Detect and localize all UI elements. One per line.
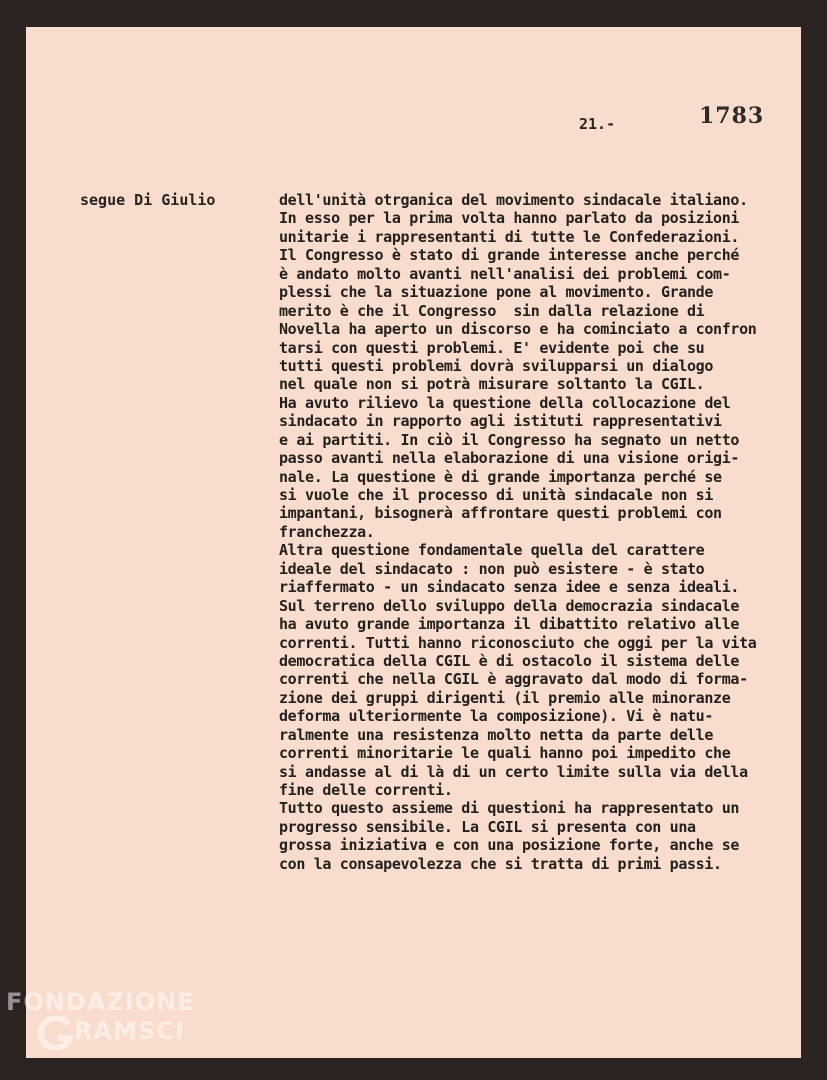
text-line: tarsi con questi problemi. E' evidente poi che su [279,338,705,357]
text-line: correnti che nella CGIL è aggravato dal modo di forma- [279,670,748,689]
speaker-label: segue Di Giulio [80,191,216,209]
body-text [279,191,809,873]
text-line: zione dei gruppi dirigenti (il premio alle minoranze [279,688,731,707]
text-line: ralmente una resistenza molto netta da parte delle [279,725,714,744]
text-line: e ai partiti. In ciò il Congresso ha segnato un netto [279,430,740,449]
text-line: tutti questi problemi dovrà svilupparsi un dialogo [279,356,714,375]
text-line: Novella ha aperto un discorso e ha cominciato a confron [279,320,757,339]
text-line: correnti minoritarie le quali hanno poi impedito che [279,744,731,763]
text-line: ideale del sindacato : non può esistere - è stato [279,559,705,578]
text-line: ha avuto grande importanza il dibattito relativo alle [279,615,740,634]
archive-stamp-number: 1783 [699,103,765,129]
text-line: nel quale non si potrà misurare soltanto la CGIL. [279,375,705,394]
text-line: sindacato in rapporto agli istituti rappresentativi [279,412,722,431]
text-line: è andato molto avanti nell'analisi dei problemi com- [279,264,731,283]
text-line: plessi che la situazione pone al movimento. Grande [279,283,714,302]
page-number: 21.- [579,115,616,133]
text-line: progresso sensibile. La CGIL si presenta con una [279,817,696,836]
text-line: Ha avuto rilievo la questione della collocazione del [279,393,731,412]
text-line: correnti. Tutti hanno riconosciuto che oggi per la vita [279,633,757,652]
text-line: unitarie i rappresentanti di tutte le Confederazioni. [279,227,740,246]
text-line: nale. La questione è di grande importanza perché se [279,467,722,486]
watermark [6,990,195,1046]
text-line: grossa iniziativa e con una posizione forte, anche se [279,836,740,855]
text-line: democratica della CGIL è di ostacolo il sistema delle [279,651,740,670]
text-line: franchezza. [279,522,375,541]
text-line: passo avanti nella elaborazione di una visione origi- [279,449,740,468]
text-line: merito è che il Congresso sin dalla relazione di [279,301,705,320]
text-line: si vuole che il processo di unità sindacale non si [279,486,714,504]
text-line: fine delle correnti. [279,781,453,799]
text-line: riaffermato - un sindacato senza idee e senza ideali. [279,578,740,597]
gramsci-logo-icon [36,1016,76,1050]
text-line: In esso per la prima volta hanno parlato da posizioni [279,209,740,228]
text-line: impantani, bisognerà affrontare questi problemi con [279,504,722,523]
text-line: dell'unità otrganica del movimento sindacale italiano. [279,191,748,209]
text-line: Altra questione fondamentale quella del carattere [279,541,705,560]
watermark-line-2: RAMSCI [74,1017,185,1045]
text-line: Il Congresso è stato di grande interesse anche perché [279,246,740,265]
text-line: si andasse al di là di un certo limite sulla via della [279,762,748,781]
watermark-line-1: FONDAZIONE [6,988,195,1016]
text-line: Sul terreno dello sviluppo della democrazia sindacale [279,596,740,615]
text-line: deforma ulteriormente la composizione). Vi è natu- [279,707,714,726]
text-line: Tutto questo assieme di questioni ha rappresentato un [279,799,740,818]
text-line: con la consapevolezza che si tratta di primi passi. [279,854,722,873]
